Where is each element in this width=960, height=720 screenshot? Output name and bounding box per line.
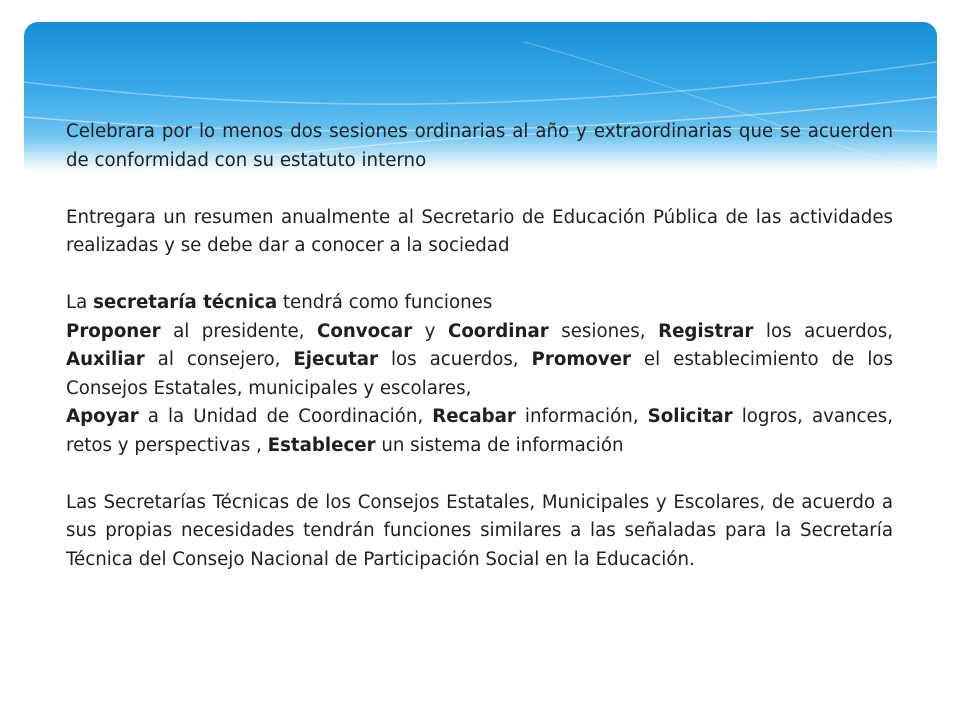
keyword-proponer: Proponer — [66, 320, 161, 342]
paragraph-sessions: Celebrara por lo menos dos sesiones ordinarias al año y extraordinarias que se acuerden de conformidad con su estatuto interno — [66, 121, 893, 171]
keyword-solicitar: Solicitar — [647, 406, 733, 427]
keyword-secretaria-tecnica: secretaría técnica — [93, 292, 278, 313]
keyword-apoyar: Apoyar — [66, 406, 139, 427]
paragraph-technical-secretariat-intro: La secretaría técnica tendrá como funciones — [66, 292, 493, 313]
paragraph-annual-summary: Entregara un resumen anualmente al Secretario de Educación Pública de las actividades realizadas y se debe dar a conocer a la sociedad — [66, 206, 893, 256]
keyword-auxiliar: Auxiliar — [66, 349, 145, 370]
keyword-establecer: Establecer — [267, 434, 376, 456]
keyword-coordinar: Coordinar — [447, 320, 549, 342]
keyword-recabar: Recabar — [432, 406, 516, 427]
keyword-promover: Promover — [531, 349, 631, 370]
slide-body — [66, 118, 893, 574]
keyword-convocar: Convocar — [317, 320, 413, 342]
paragraph-functions-1: Proponer al presidente, Convocar y Coordinar sesiones, Registrar los acuerdos, Auxiliar al consejero, Ejecutar los acuerdos, Promover el establecimiento de los Consejos Estatales, municipales y escolares, — [66, 320, 894, 399]
paragraph-state-secretariats: Las Secretarías Técnicas de los Consejos Estatales, Municipales y Escolares, de acuerdo a sus propias necesidades tendrán funciones similares a las señaladas para la Secretaría Técnica del Consejo Nacional de Participación Social en la Educación. — [66, 491, 893, 570]
keyword-registrar: Registrar — [658, 320, 754, 342]
keyword-ejecutar: Ejecutar — [293, 349, 379, 370]
paragraph-functions-2: Apoyar a la Unidad de Coordinación, Recabar información, Solicitar logros, avances, retos y perspectivas , Establecer un sistema de información — [66, 406, 893, 456]
